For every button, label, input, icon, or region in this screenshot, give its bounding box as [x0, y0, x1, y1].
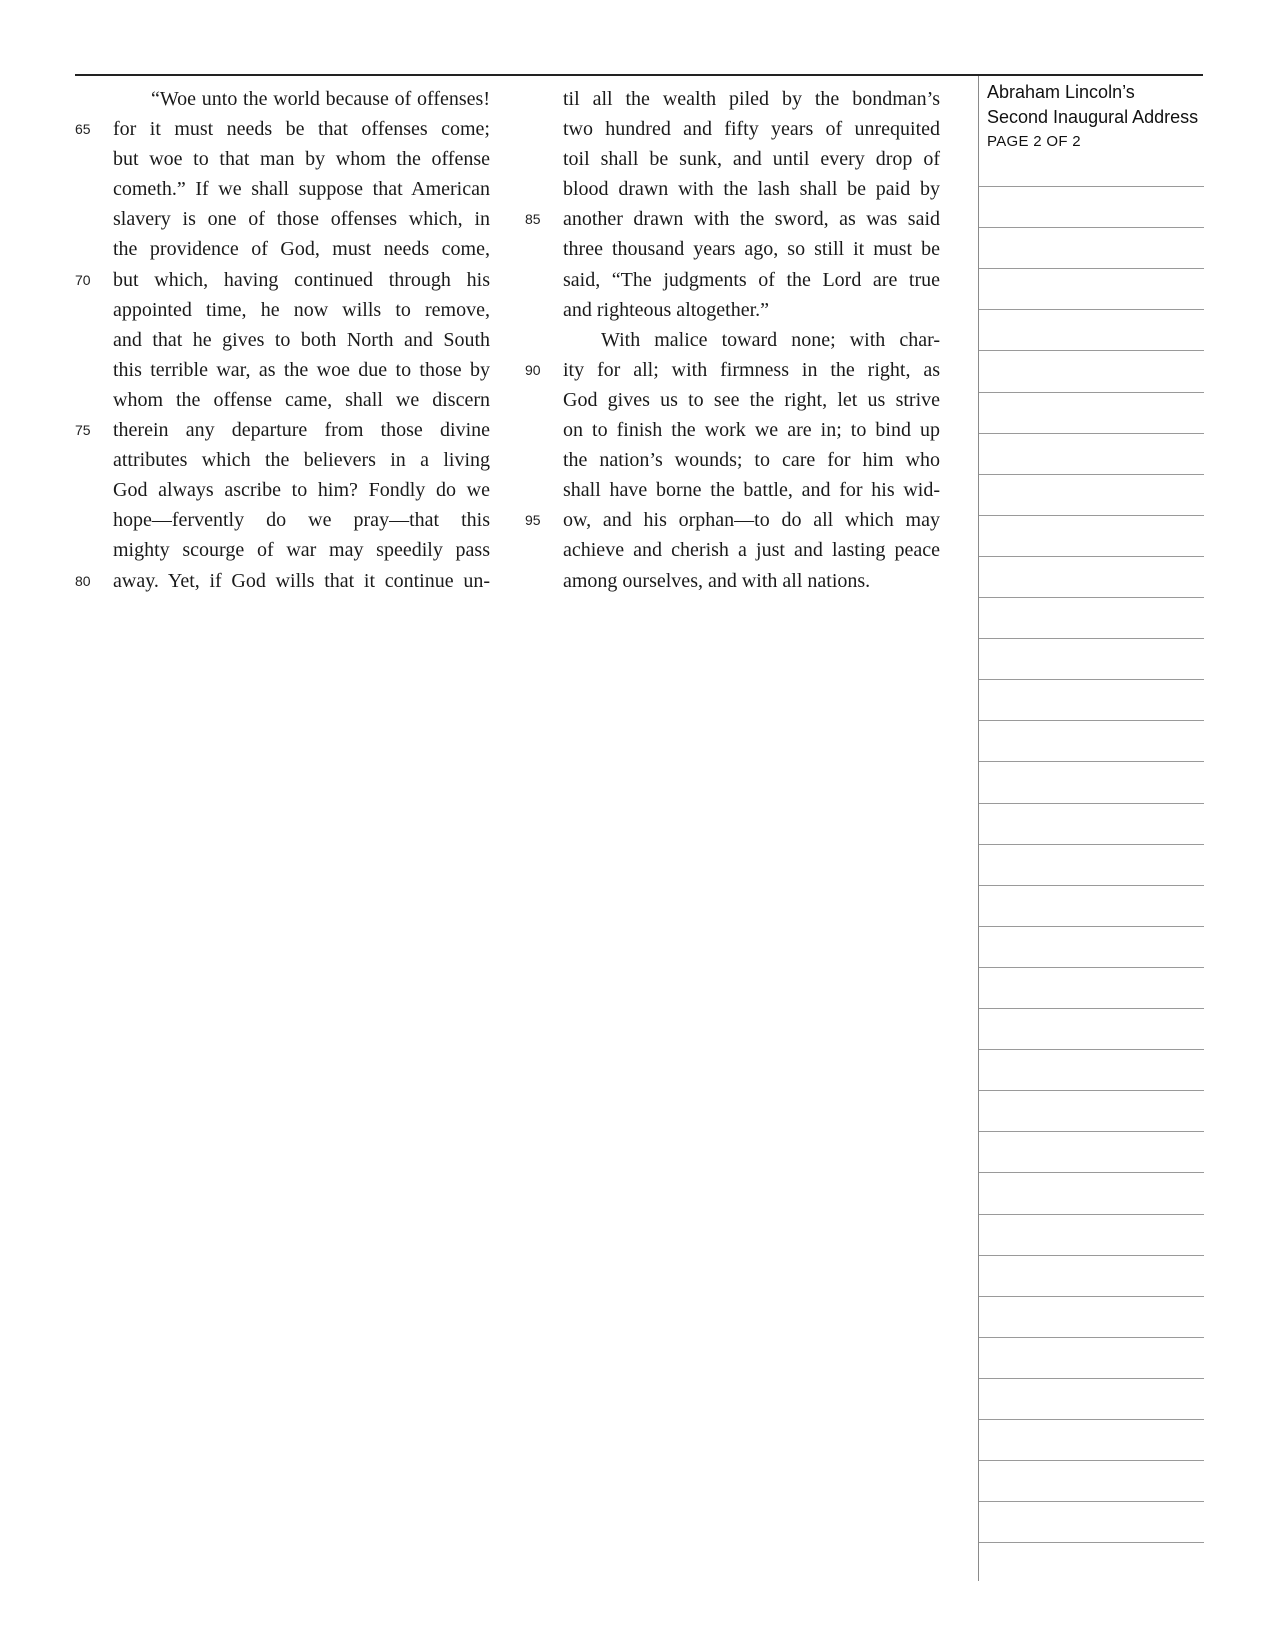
line-number: 65	[75, 121, 91, 138]
note-rule-line	[979, 474, 1204, 475]
line-text: With malice toward none; with char-	[601, 328, 940, 351]
line-number: 85	[525, 211, 541, 228]
left-text-column	[75, 84, 490, 596]
line-number: 75	[75, 422, 91, 439]
line-number: 80	[75, 572, 91, 589]
text-line	[525, 505, 940, 535]
line-text: said, “The judgments of the Lord are true	[563, 268, 940, 291]
note-rule-line	[979, 1419, 1204, 1420]
notes-sidebar	[978, 76, 1204, 1581]
line-text: “Woe unto the world because of offenses!	[151, 88, 490, 110]
line-text: shall have borne the battle, and for his wid-	[563, 479, 940, 502]
note-rule-line	[979, 720, 1204, 721]
line-text: three thousand years ago, so still it must be	[563, 238, 940, 261]
text-line	[525, 234, 940, 264]
note-rule-line	[979, 1337, 1204, 1338]
text-line	[75, 204, 490, 234]
middle-text-column	[525, 84, 940, 596]
note-rule-line	[979, 1090, 1204, 1091]
note-rule-line	[979, 1172, 1204, 1173]
line-text: slavery is one of those offenses which, in	[113, 208, 490, 231]
line-text: for it must needs be that offenses come;	[113, 118, 490, 141]
note-rule-line	[979, 1501, 1204, 1502]
line-text: cometh.” If we shall suppose that American	[113, 178, 490, 201]
note-rule-line	[979, 761, 1204, 762]
line-text: but which, having continued through his	[113, 268, 490, 291]
note-rule-line	[979, 268, 1204, 269]
line-text: God gives us to see the right, let us strive	[563, 388, 940, 411]
line-text: but woe to that man by whom the offense	[113, 148, 490, 171]
text-line	[75, 114, 490, 144]
line-text: among ourselves, and with all nations.	[563, 569, 871, 592]
text-line	[525, 265, 940, 295]
text-line	[525, 144, 940, 174]
text-line	[525, 475, 940, 505]
line-number: 95	[525, 512, 541, 529]
note-rule-line	[979, 1255, 1204, 1256]
line-text: and that he gives to both North and South	[113, 328, 490, 351]
text-line	[525, 445, 940, 475]
text-line	[75, 355, 490, 385]
note-rule-line	[979, 433, 1204, 434]
note-rule-line	[979, 1049, 1204, 1050]
text-line	[525, 355, 940, 385]
note-rule-line	[979, 392, 1204, 393]
text-line	[525, 566, 940, 596]
text-line	[525, 174, 940, 204]
line-text: this terrible war, as the woe due to those by	[113, 358, 490, 381]
text-line	[75, 234, 490, 264]
note-rule-line	[979, 1131, 1204, 1132]
line-text: another drawn with the sword, as was said	[563, 208, 940, 231]
note-rule-line	[979, 967, 1204, 968]
line-text: achieve and cherish a just and lasting peace	[563, 539, 940, 562]
note-rule-line	[979, 1378, 1204, 1379]
page-indicator: PAGE 2 OF 2	[987, 133, 1081, 150]
note-rule-line	[979, 1460, 1204, 1461]
line-text: til all the wealth piled by the bondman’s	[563, 88, 940, 110]
text-line	[75, 415, 490, 445]
note-lines	[979, 76, 1204, 1581]
text-line	[75, 295, 490, 325]
text-line	[525, 385, 940, 415]
text-line	[525, 84, 940, 114]
note-rule-line	[979, 1542, 1204, 1543]
line-text: on to finish the work we are in; to bind up	[563, 419, 940, 442]
note-rule-line	[979, 309, 1204, 310]
text-line	[75, 174, 490, 204]
text-line	[75, 385, 490, 415]
text-line	[75, 505, 490, 535]
note-rule-line	[979, 1008, 1204, 1009]
note-rule-line	[979, 556, 1204, 557]
line-number: 90	[525, 361, 541, 378]
text-line	[75, 535, 490, 565]
line-text: whom the offense came, shall we discern	[113, 388, 490, 411]
line-text: mighty scourge of war may speedily pass	[113, 539, 490, 562]
note-rule-line	[979, 227, 1204, 228]
text-line	[75, 445, 490, 475]
note-rule-line	[979, 1214, 1204, 1215]
note-rule-line	[979, 638, 1204, 639]
text-line	[75, 84, 490, 114]
text-line	[525, 114, 940, 144]
line-text: and righteous altogether.”	[563, 298, 770, 321]
line-text: toil shall be sunk, and until every drop of	[563, 148, 940, 171]
text-line	[75, 265, 490, 295]
note-rule-line	[979, 679, 1204, 680]
line-text: the providence of God, must needs come,	[113, 238, 490, 261]
line-text: attributes which the believers in a living	[113, 449, 490, 472]
note-rule-line	[979, 803, 1204, 804]
document-title-line: Abraham Lincoln’s	[987, 82, 1135, 102]
line-text: therein any departure from those divine	[113, 419, 490, 442]
text-line	[525, 415, 940, 445]
line-text: two hundred and fifty years of unrequited	[563, 118, 940, 141]
text-line	[525, 204, 940, 234]
note-rule-line	[979, 926, 1204, 927]
text-line	[75, 325, 490, 355]
text-line	[525, 295, 940, 325]
line-text: appointed time, he now wills to remove,	[113, 298, 490, 321]
note-rule-line	[979, 597, 1204, 598]
text-line	[75, 475, 490, 505]
text-line	[525, 535, 940, 565]
line-text: God always ascribe to him? Fondly do we	[113, 479, 490, 502]
text-line	[75, 566, 490, 596]
line-number: 70	[75, 271, 91, 288]
note-rule-line	[979, 186, 1204, 187]
note-rule-line	[979, 844, 1204, 845]
line-text: ow, and his orphan—to do all which may	[563, 509, 940, 532]
note-rule-line	[979, 1296, 1204, 1297]
line-text: ity for all; with firmness in the right, as	[563, 358, 940, 381]
text-line	[75, 144, 490, 174]
line-text: away. Yet, if God wills that it continue un-	[113, 569, 490, 592]
note-rule-line	[979, 885, 1204, 886]
line-text: the nation’s wounds; to care for him who	[563, 449, 940, 472]
text-line	[525, 325, 940, 355]
line-text: hope—fervently do we pray—that this	[113, 509, 490, 532]
line-text: blood drawn with the lash shall be paid by	[563, 178, 940, 201]
note-rule-line	[979, 515, 1204, 516]
note-rule-line	[979, 350, 1204, 351]
document-title-line: Second Inaugural Address	[987, 107, 1199, 127]
